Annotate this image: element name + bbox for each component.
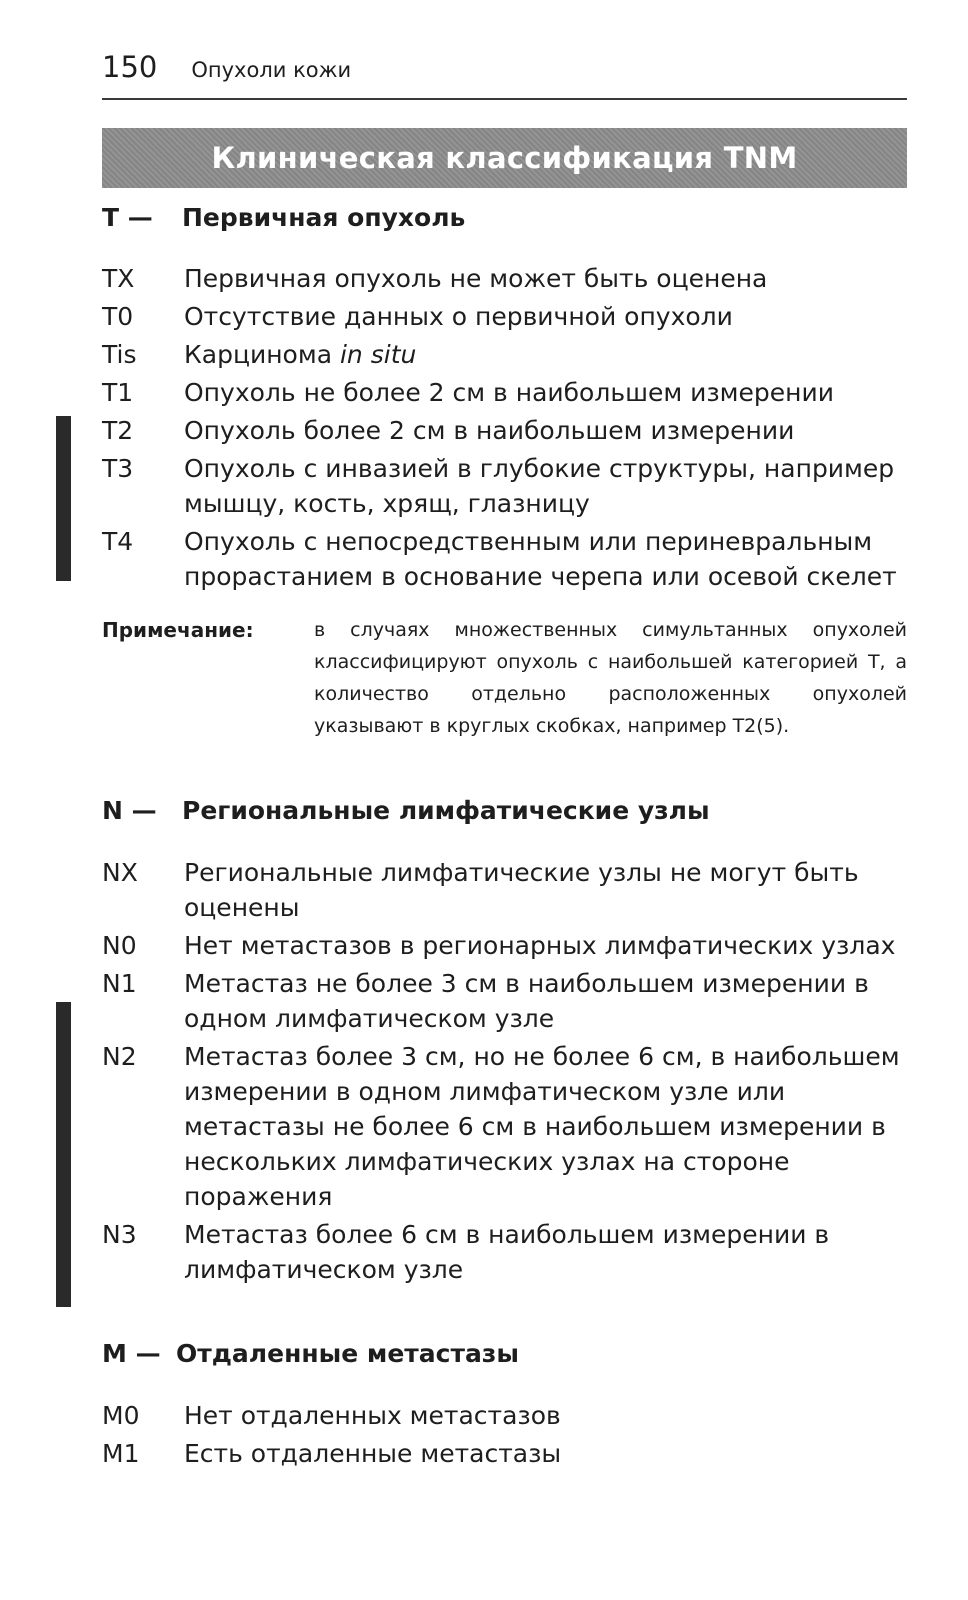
entry-text: Опухоль с инвазией в глубокие структуры, например мышцу, кость, хрящ, глазницу [184, 454, 895, 518]
entry-text: Опухоль не более 2 см в наибольшем измерении [184, 378, 834, 407]
entry-text: Региональные лимфатические узлы не могут быть оценены [184, 858, 859, 922]
page-number: 150 [102, 50, 158, 84]
entry-code: T0 [102, 302, 134, 331]
list-item [102, 966, 912, 1036]
t-section-title: Первичная опухоль [182, 203, 466, 232]
entry-text: Метастаз не более 3 см в наибольшем измерении в одном лимфатическом узле [184, 969, 869, 1033]
t-note [102, 614, 907, 742]
list-item [102, 1039, 912, 1214]
section-banner [102, 128, 907, 188]
entry-text-prefix: Карцинома [184, 340, 340, 369]
entry-code: M1 [102, 1439, 140, 1468]
banner-title: Клиническая классификация TNM [211, 141, 798, 175]
note-label: Примечание: [102, 618, 254, 642]
list-item [102, 855, 912, 925]
list-item [102, 299, 912, 334]
m-section-heading [102, 1339, 519, 1368]
list-item [102, 1398, 912, 1433]
entry-text: Нет метастазов в регионарных лимфатических узлах [184, 931, 896, 960]
n-section-heading [102, 796, 710, 825]
n-entries [102, 855, 912, 1290]
list-item [102, 451, 912, 521]
t-section-heading [102, 203, 465, 232]
t-section-code: T — [102, 203, 153, 232]
entry-code: T4 [102, 527, 134, 556]
n-section-title: Региональные лимфатические узлы [182, 796, 710, 825]
list-item [102, 413, 912, 448]
m-section-code: M — [102, 1339, 161, 1368]
t-margin-bar [56, 416, 71, 581]
entry-code: T3 [102, 454, 134, 483]
entry-code: T1 [102, 378, 134, 407]
note-text: в случаях множественных симультанных опухолей классифицируют опухоль с наибольшей категорией T, а количество отдельно расположенных опухолей указывают в круглых скобках, например T2(5). [314, 619, 907, 737]
list-item [102, 524, 912, 594]
running-title: Опухоли кожи [191, 58, 352, 82]
entry-code: TX [102, 264, 135, 293]
entry-text [184, 337, 912, 372]
header-rule [102, 98, 907, 100]
entry-text: Первичная опухоль не может быть оценена [184, 264, 768, 293]
entry-code: N1 [102, 969, 137, 998]
list-item [102, 1217, 912, 1287]
entry-code: M0 [102, 1401, 140, 1430]
entry-code: T2 [102, 416, 134, 445]
entry-text: Отсутствие данных о первичной опухоли [184, 302, 733, 331]
m-entries [102, 1398, 912, 1474]
entry-text: Опухоль с непосредственным или периневральным прорастанием в основание черепа или осевой скелет [184, 527, 897, 591]
list-item [102, 1436, 912, 1471]
list-item [102, 337, 912, 372]
entry-code: Tis [102, 340, 137, 369]
entry-text: Опухоль более 2 см в наибольшем измерении [184, 416, 795, 445]
entry-code: N0 [102, 931, 137, 960]
list-item [102, 261, 912, 296]
entry-text: Метастаз более 6 см в наибольшем измерении в лимфатическом узле [184, 1220, 830, 1284]
entry-text: Метастаз более 3 см, но не более 6 см, в наибольшем измерении в одном лимфатическом узле или метастазы не более 6 см в наибольшем измерении в нескольких лимфатических узлах на стороне поражения [184, 1042, 900, 1211]
m-section-title: Отдаленные метастазы [176, 1339, 519, 1368]
t-entries [102, 261, 912, 597]
entry-code: NX [102, 858, 138, 887]
list-item [102, 375, 912, 410]
page-header [102, 50, 907, 94]
entry-text-italic: in situ [339, 340, 417, 369]
n-section-code: N — [102, 796, 157, 825]
entry-text: Нет отдаленных метастазов [184, 1401, 561, 1430]
entry-code: N2 [102, 1042, 137, 1071]
entry-text: Есть отдаленные метастазы [184, 1439, 562, 1468]
list-item [102, 928, 912, 963]
entry-code: N3 [102, 1220, 137, 1249]
n-margin-bar [56, 1002, 71, 1307]
